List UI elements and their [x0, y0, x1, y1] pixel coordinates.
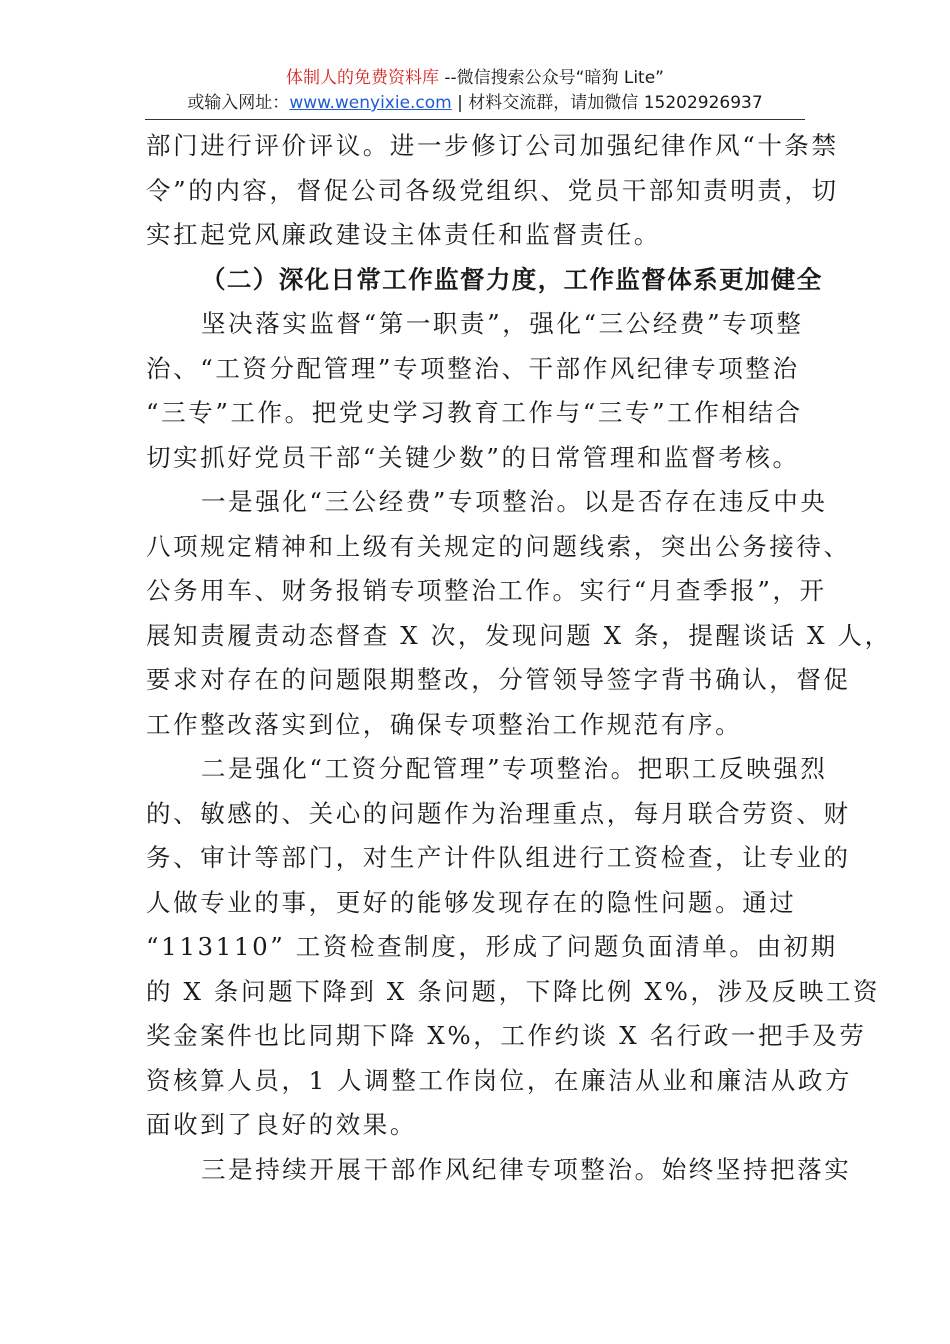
header-contact: 材料交流群，请加微信 15202926937 [468, 93, 763, 113]
text-line: “三专”工作。把党史学习教育工作与“三专”工作相结合 [146, 398, 803, 427]
text-line: 令”的内容，督促公司各级党组织、党员干部知责明责，切 [146, 175, 839, 205]
text-line: 实扛起党风廉政建设主体责任和监督责任。 [146, 220, 661, 249]
header-line-2 [0, 91, 950, 115]
brand-name: 体制人的免费资料库 [285, 68, 439, 88]
text-line: 治、“工资分配管理”专项整治、干部作风纪律专项整治 [146, 353, 800, 383]
paragraph-start-line: 一是强化“三公经费”专项整治。以是否存在违反中央 [201, 487, 828, 516]
page-header [0, 66, 950, 115]
header-tagline: --微信搜索公众号“暗狗 Lite” [438, 68, 664, 88]
paragraph-start-line: 三是持续开展干部作风纪律专项整治。始终坚持把落实 [201, 1154, 852, 1184]
paragraph-start-line: 二是强化“工资分配管理”专项整治。把职工反映强烈 [201, 754, 828, 783]
text-line: 奖金案件也比同期下降 X%，工作约谈 X 名行政一把手及劳 [146, 1021, 867, 1050]
text-line: 务、审计等部门，对生产计件队组进行工资检查，让专业的 [146, 843, 851, 872]
text-line: 公务用车、财务报销专项整治工作。实行“月查季报”，开 [146, 576, 827, 605]
header-line-1 [0, 66, 950, 90]
header-separator: | [451, 93, 469, 113]
url-prefix: 或输入网址： [187, 93, 290, 113]
text-line: 切实抓好党员干部“关键少数”的日常管理和监督考核。 [146, 442, 800, 472]
text-line: 八项规定精神和上级有关规定的问题线索，突出公务接待、 [146, 531, 851, 561]
text-line: 的、敏感的、关心的问题作为治理重点，每月联合劳资、财 [146, 798, 851, 828]
website-link[interactable]: www.wenyixie.com [289, 93, 452, 113]
text-line: 展知责履责动态督查 X 次，发现问题 X 条，提醒谈话 X 人， [146, 620, 892, 650]
paragraph-start-line: 坚决落实监督“第一职责”，强化“三公经费”专项整 [201, 309, 804, 338]
text-line: “113110” 工资检查制度，形成了问题负面清单。由初期 [146, 932, 838, 961]
document-body [146, 124, 892, 1192]
text-line: 面收到了良好的效果。 [146, 1110, 417, 1139]
header-divider [145, 119, 805, 120]
text-line: 的 X 条问题下降到 X 条问题，下降比例 X%，涉及反映工资 [146, 976, 881, 1006]
text-line: 资核算人员，1 人调整工作岗位，在廉洁从业和廉洁从政方 [146, 1065, 853, 1095]
text-line: 部门进行评价评议。进一步修订公司加强纪律作风“十条禁 [146, 131, 839, 160]
text-line: 要求对存在的问题限期整改，分管领导签字背书确认，督促 [146, 665, 851, 694]
section-heading: （二）深化日常工作监督力度，工作监督体系更加健全 [201, 264, 823, 294]
text-line: 工作整改落实到位，确保专项整治工作规范有序。 [146, 709, 743, 739]
text-line: 人做专业的事，更好的能够发现存在的隐性问题。通过 [146, 887, 797, 917]
